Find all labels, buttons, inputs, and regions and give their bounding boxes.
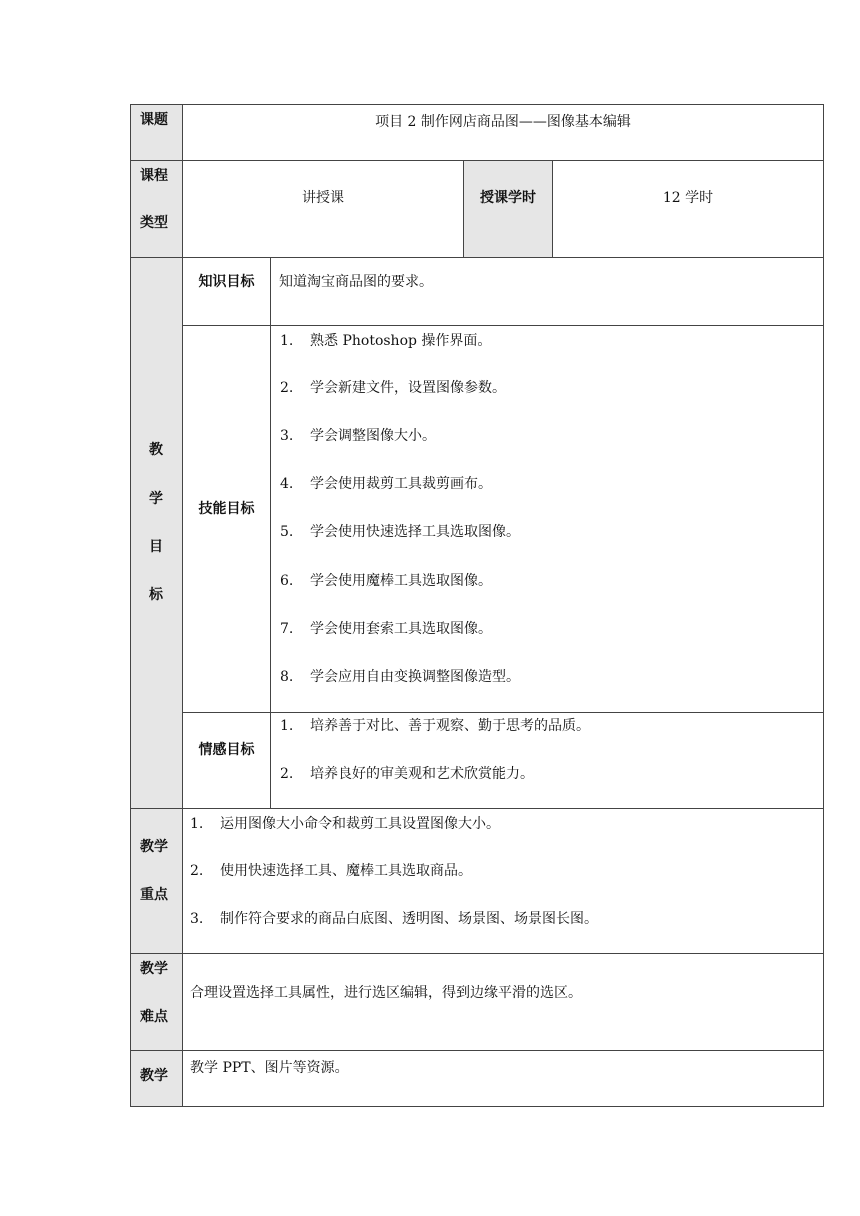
skill-item <box>280 377 506 397</box>
skill-item <box>280 570 492 590</box>
topic-label-cell <box>130 104 183 161</box>
key-point-text: 制作符合要求的商品白底图、透明图、场景图、场景图长图。 <box>220 911 598 927</box>
hours-value: 12 学时 <box>662 190 714 206</box>
emotion-item-number: 2. <box>280 766 294 782</box>
difficulties-label-line1: 教学 <box>140 961 168 977</box>
key-points-label-line1: 教学 <box>140 839 168 855</box>
skill-item-text: 学会新建文件，设置图像参数。 <box>310 380 506 396</box>
skill-item-text: 熟悉 Photoshop 操作界面。 <box>310 333 492 349</box>
skill-item <box>280 425 436 445</box>
course-type-label-cell <box>130 160 183 258</box>
skill-value-cell <box>270 325 824 713</box>
key-point-text: 使用快速选择工具、魔棒工具选取商品。 <box>220 863 472 879</box>
difficulties-text: 合理设置选择工具属性，进行选区编辑，得到边缘平滑的选区。 <box>190 985 582 1001</box>
skill-item <box>280 618 492 638</box>
skill-item-number: 1. <box>280 333 294 349</box>
skill-label-cell <box>182 325 271 713</box>
difficulties-label-cell <box>130 953 183 1051</box>
key-point-number: 2. <box>190 863 204 879</box>
knowledge-value-cell <box>270 257 824 326</box>
skill-item-text: 学会使用快速选择工具选取图像。 <box>310 524 520 540</box>
course-type-label-line2: 类型 <box>140 215 168 231</box>
skill-item-text: 学会调整图像大小。 <box>310 428 436 444</box>
difficulties-value-cell <box>182 953 824 1051</box>
emotion-item <box>280 763 534 783</box>
emotion-item-text: 培养善于对比、善于观察、勤于思考的品质。 <box>310 718 590 734</box>
resources-label-cell <box>130 1050 183 1107</box>
skill-item-number: 7. <box>280 621 294 637</box>
skill-item <box>280 521 520 541</box>
resources-label: 教学 <box>140 1068 168 1084</box>
hours-label-cell <box>463 160 553 258</box>
topic-value-cell <box>182 104 824 161</box>
key-point-number: 1. <box>190 816 204 832</box>
goals-label-char-1: 教 <box>149 442 163 458</box>
knowledge-label: 知识目标 <box>198 274 255 290</box>
knowledge-label-cell <box>182 257 271 326</box>
emotion-item <box>280 715 590 735</box>
course-type-value-cell <box>182 160 464 258</box>
key-points-value-cell <box>182 808 824 954</box>
course-type-label-line1: 课程 <box>140 168 168 184</box>
skill-label: 技能目标 <box>198 501 255 517</box>
knowledge-text: 知道淘宝商品图的要求。 <box>279 274 433 290</box>
skill-item <box>280 473 492 493</box>
hours-value-cell <box>552 160 824 258</box>
key-point-item <box>190 813 500 833</box>
key-points-label-cell <box>130 808 183 954</box>
goals-label-char-4: 标 <box>149 587 163 603</box>
goals-label-char-2: 学 <box>149 491 163 507</box>
difficulties-label-line2: 难点 <box>140 1009 168 1025</box>
skill-item-number: 8. <box>280 669 294 685</box>
emotion-item-text: 培养良好的审美观和艺术欣赏能力。 <box>310 766 534 782</box>
emotion-value-cell <box>270 712 824 809</box>
skill-item-number: 5. <box>280 524 294 540</box>
key-point-text: 运用图像大小命令和裁剪工具设置图像大小。 <box>220 816 500 832</box>
goals-label-char-3: 目 <box>149 539 163 555</box>
key-point-number: 3. <box>190 911 204 927</box>
emotion-label-cell <box>182 712 271 809</box>
skill-item-number: 4. <box>280 476 294 492</box>
course-type-value: 讲授课 <box>302 190 344 206</box>
skill-item-number: 2. <box>280 380 294 396</box>
skill-item-text: 学会使用裁剪工具裁剪画布。 <box>310 476 492 492</box>
emotion-label: 情感目标 <box>198 742 255 758</box>
goals-label-cell <box>130 257 183 809</box>
skill-item-number: 3. <box>280 428 294 444</box>
resources-value-cell <box>182 1050 824 1107</box>
key-points-label-line2: 重点 <box>140 887 168 903</box>
skill-item-text: 学会使用套索工具选取图像。 <box>310 621 492 637</box>
skill-item-text: 学会应用自由变换调整图像造型。 <box>310 669 520 685</box>
skill-item-number: 6. <box>280 573 294 589</box>
key-point-item <box>190 860 472 880</box>
hours-label: 授课学时 <box>480 190 536 206</box>
skill-item <box>280 666 520 686</box>
emotion-item-number: 1. <box>280 718 294 734</box>
skill-item-text: 学会使用魔棒工具选取图像。 <box>310 573 492 589</box>
topic-label: 课题 <box>140 112 168 128</box>
resources-text: 教学 PPT、图片等资源。 <box>190 1060 349 1076</box>
skill-item <box>280 330 491 350</box>
key-point-item <box>190 908 598 928</box>
topic-value: 项目 2 制作网店商品图——图像基本编辑 <box>375 114 631 130</box>
